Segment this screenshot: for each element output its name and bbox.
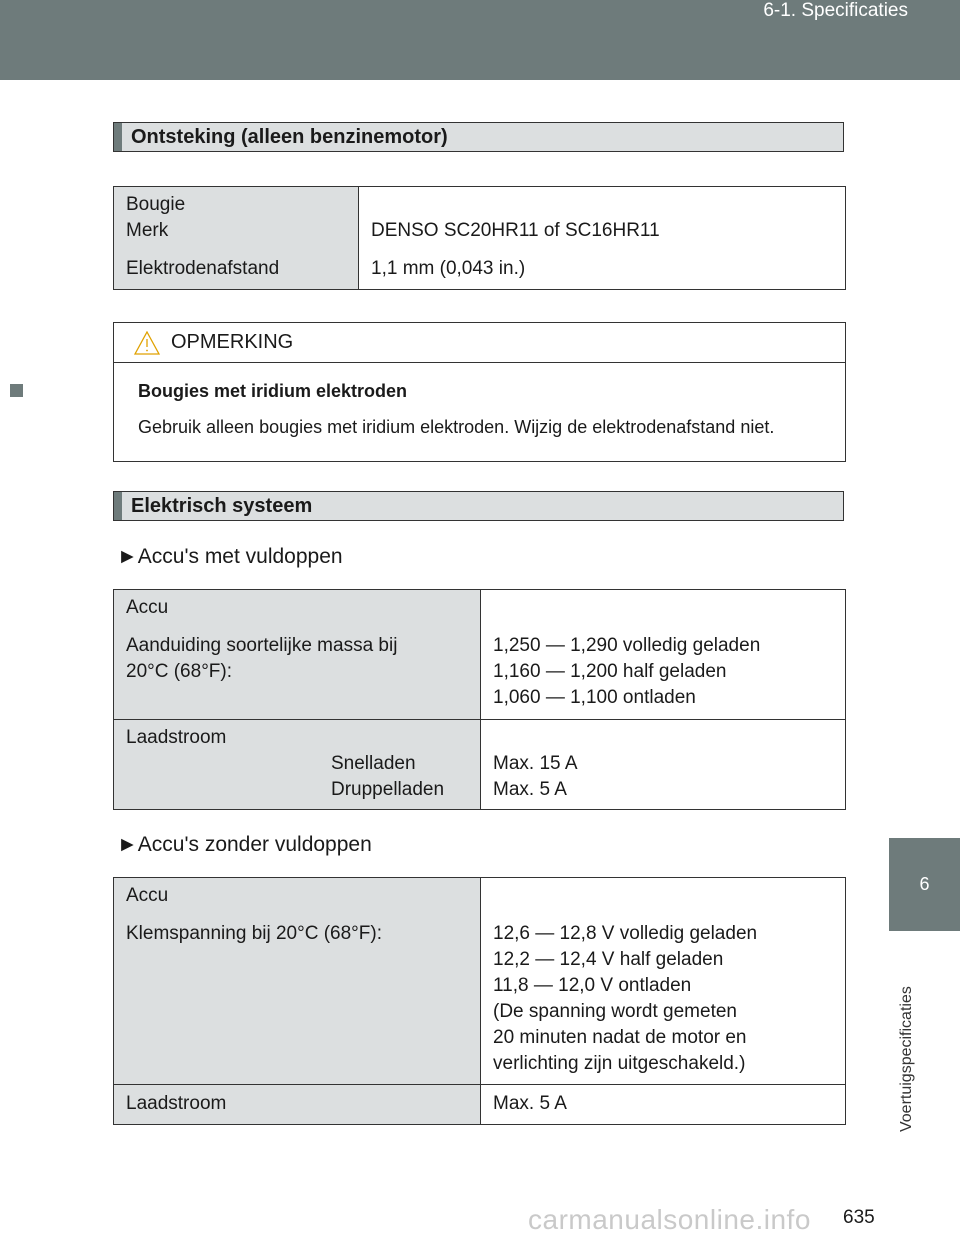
charge-value: Max. 5 A	[493, 1093, 567, 1114]
fast-charge-value: Max. 15 A	[493, 753, 578, 774]
note-box	[113, 322, 846, 462]
voltage-value: 12,6 — 12,8 V volledig geladen	[493, 923, 758, 944]
gap-value: 1,1 mm (0,043 in.)	[371, 258, 526, 279]
note-divider	[114, 362, 845, 363]
section-heading-ignition	[113, 122, 844, 152]
ignition-value-cell	[359, 187, 846, 290]
voltage-value-cell	[481, 878, 846, 1085]
subheading-with-caps: ►Accu's met vuldoppen	[117, 545, 343, 568]
gravity-value-cell	[481, 590, 846, 720]
gravity-label-line1: Aanduiding soortelijke massa bij	[126, 635, 398, 656]
accu-label: Accu	[126, 885, 169, 906]
note-body: Gebruik alleen bougies met iridium elektroden. Wijzig de elektrodenafstand niet.	[138, 417, 775, 437]
accu-label: Accu	[126, 597, 169, 618]
chapter-tab: 6	[889, 838, 960, 931]
voltage-value: 11,8 — 12,0 V ontladen	[493, 975, 692, 996]
fast-charge-label: Snelladen	[331, 753, 416, 774]
battery-with-caps-table	[113, 589, 846, 810]
voltage-label: Klemspanning bij 20°C (68°F):	[126, 923, 382, 944]
ignition-label-cell	[114, 187, 359, 290]
merk-value: DENSO SC20HR11 of SC16HR11	[371, 220, 660, 241]
voltage-note: 20 minuten nadat de motor en	[493, 1027, 747, 1048]
section-title: Ontsteking (alleen benzinemotor)	[131, 126, 448, 148]
charge-label: Laadstroom	[126, 1093, 227, 1114]
square-bullet-icon	[10, 384, 23, 397]
page-number: 635	[843, 1207, 875, 1228]
voltage-value: 12,2 — 12,4 V half geladen	[493, 949, 724, 970]
section-heading-electrical	[113, 491, 844, 521]
note-subtitle: Bougies met iridium elektroden	[138, 381, 408, 401]
gravity-label-cell	[114, 590, 481, 720]
bougie-label: Bougie	[126, 194, 186, 215]
charge-label-cell	[114, 1085, 481, 1125]
gravity-value: 1,250 — 1,290 volledig geladen	[493, 635, 761, 656]
note-title: OPMERKING	[171, 331, 294, 353]
charge-value-cell	[481, 1085, 846, 1125]
gravity-label-line2: 20°C (68°F):	[126, 661, 233, 682]
warning-icon	[134, 331, 160, 355]
running-header: 6-1. Specificaties	[763, 0, 908, 21]
charge-value-cell	[481, 720, 846, 810]
charge-label: Laadstroom	[126, 727, 227, 748]
voltage-note: (De spanning wordt gemeten	[493, 1001, 737, 1022]
trickle-charge-value: Max. 5 A	[493, 779, 567, 800]
trickle-charge-label: Druppelladen	[331, 779, 445, 800]
gravity-value: 1,060 — 1,100 ontladen	[493, 687, 696, 708]
battery-without-caps-table	[113, 877, 846, 1125]
heading-accent	[114, 123, 122, 151]
voltage-note: verlichting zijn uitgeschakeld.)	[493, 1053, 746, 1074]
subheading-without-caps: ►Accu's zonder vuldoppen	[117, 833, 372, 856]
ignition-table	[113, 186, 846, 290]
section-title: Elektrisch systeem	[131, 495, 313, 517]
chapter-label: Voertuigspecificaties	[898, 986, 915, 1132]
gravity-value: 1,160 — 1,200 half geladen	[493, 661, 727, 682]
gap-label: Elektrodenafstand	[126, 258, 280, 279]
heading-accent	[114, 492, 122, 520]
voltage-label-cell	[114, 878, 481, 1085]
watermark: carmanualsonline.info	[528, 1204, 811, 1235]
merk-label: Merk	[126, 220, 169, 241]
charge-label-cell	[114, 720, 481, 810]
